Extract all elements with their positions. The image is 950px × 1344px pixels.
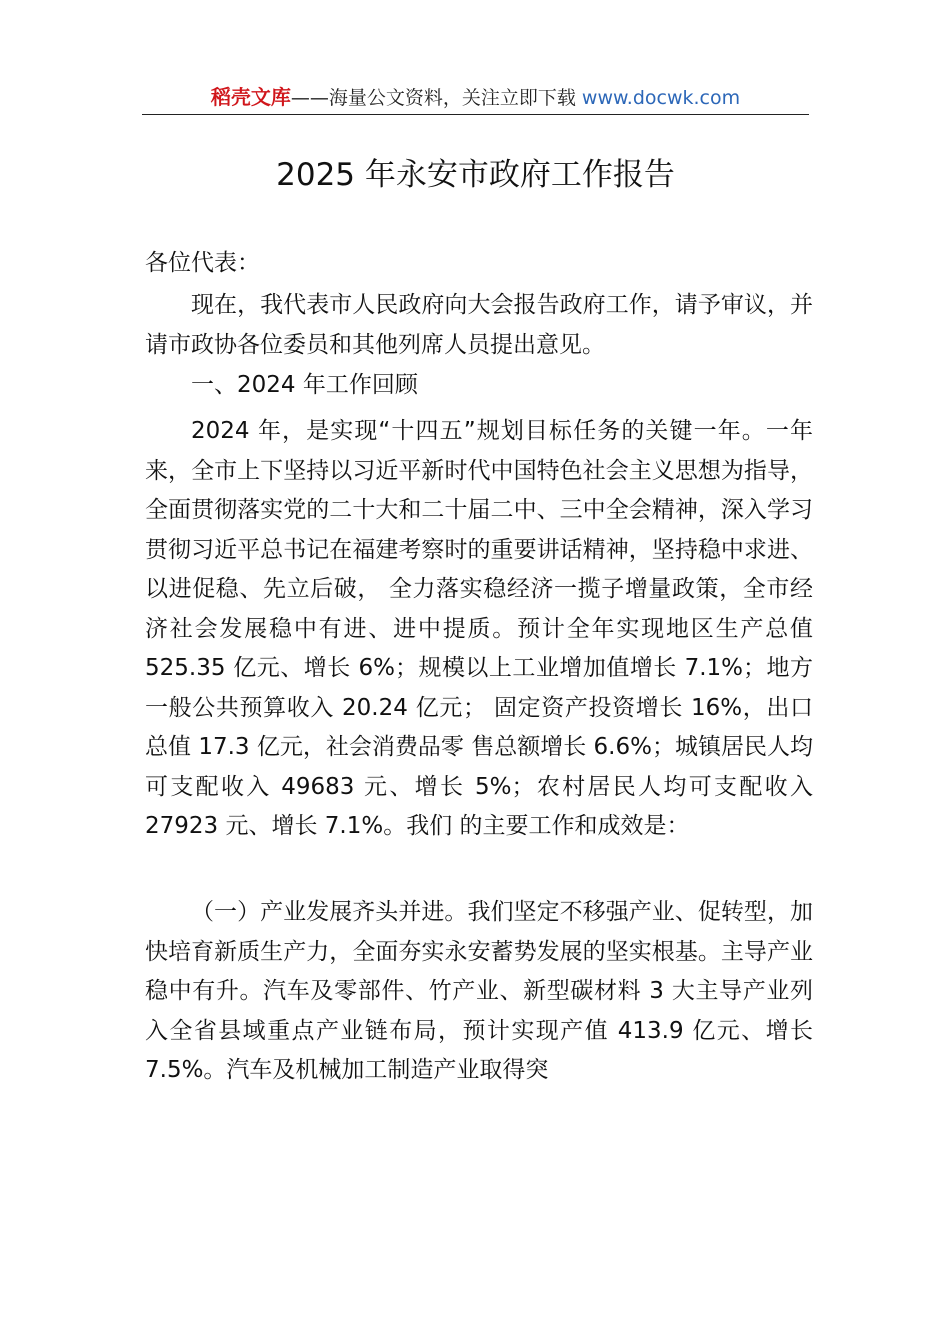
paragraph-review: 2024 年，是实现“十四五”规划目标任务的关键一年。一年来，全市上下坚持以习近平新时代中国特色社会主义思想为指导，全面贯彻落实党的二十大和二十届二中、三中全会精神，深入学习贯彻习近平总书记在福建考察时的重要讲话精神，坚持稳中求进、以进促稳、先立后破， 全力落实稳经济一揽子增量政策，全市经济社会发展稳中有进、进中提质。预计全年实现地区生产总值 525.35 亿元、增长 6%；规模以上工业增加值增长 7.1%；地方一般公共预算收入 20.24 亿元； 固定资产投资增长 16%，出口总值 17.3 亿元，社会消费品零 售总额增长 6.6%；城镇居民人均可支配收入 49683 元、增长 5%；农村居民人均可支配收入 27923 元、增长 7.1%。我们 的主要工作和成效是： <box>145 418 813 839</box>
header-divider <box>142 114 809 115</box>
watermark-header <box>142 84 809 114</box>
section-heading: 一、2024 年工作回顾 <box>191 372 418 398</box>
paragraph-industry: （一）产业发展齐头并进。我们坚定不移强产业、促转型，加快培育新质生产力，全面夯实永安蓄势发展的坚实根基。主导产业稳中有升。汽车及零部件、竹产业、新型碳材料 3 大主导产业列入全省县域重点产业链布局，预计实现产值 413.9 亿元、增长 7.5%。汽车及机械加工制造产业取得突 <box>145 899 813 1083</box>
paragraph-intro: 现在，我代表市人民政府向大会报告政府工作，请予审议，并请市政协各位委员和其他列席人员提出意见。 <box>145 292 813 358</box>
document-title: 2025 年永安市政府工作报告 <box>276 157 675 193</box>
header-slogan: ——海量公文资料，关注立即下载 <box>290 87 582 109</box>
site-link[interactable]: www.docwk.com <box>581 87 741 109</box>
salutation: 各位代表： <box>145 250 260 276</box>
brand-name: 稻壳文库 <box>210 85 291 109</box>
